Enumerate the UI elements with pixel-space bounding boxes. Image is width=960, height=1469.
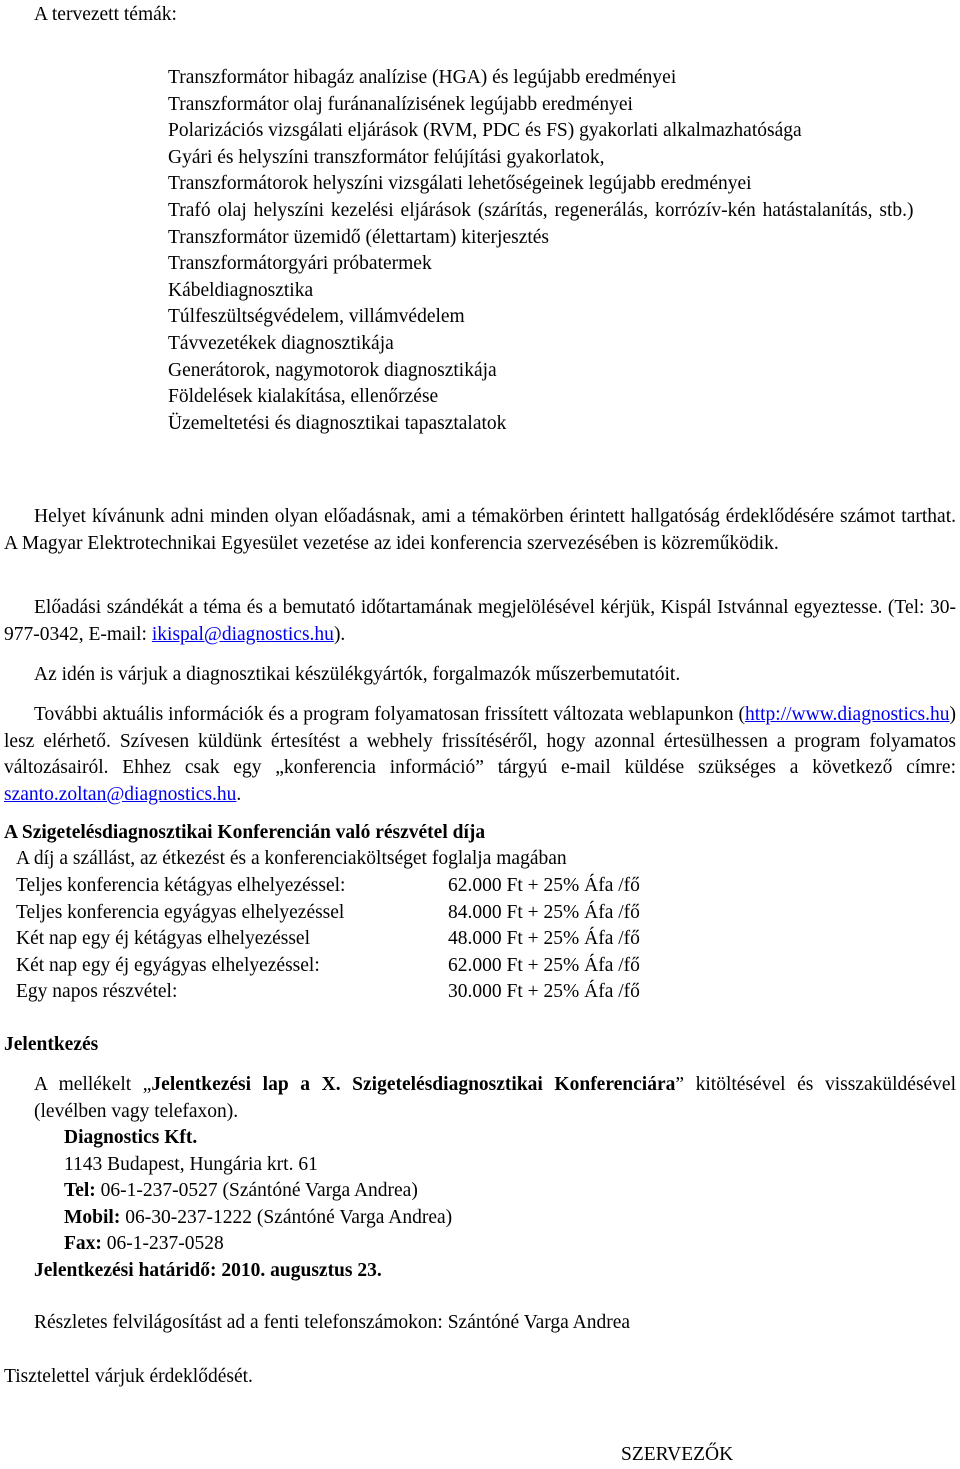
- tel-label: Tel:: [64, 1180, 96, 1202]
- registration-deadline: Jelentkezési határidő: 2010. augusztus 23.: [34, 1260, 382, 1281]
- registration-address-block: [64, 1125, 452, 1258]
- topic-item: Transzformátor olaj furánanalízisének legújabb eredményei: [168, 93, 633, 115]
- topic-item: Transzformátorok helyszíni vizsgálati lehetőségeinek legújabb eredményei: [168, 173, 752, 195]
- website-text-1: További aktuális információk és a program folyamatosan frissített változata weblapunkon (: [34, 704, 745, 725]
- fee-label: Egy napos részvétel:: [16, 981, 178, 1003]
- registration-form-name: Jelentkezési lap a X. Szigetelésdiagnosztikai Konferenciára: [151, 1074, 676, 1095]
- topic-item: Transzformátorgyári próbatermek: [168, 253, 432, 275]
- fee-row: [16, 926, 640, 953]
- fee-row: [16, 873, 640, 900]
- paragraph-website: [4, 702, 956, 808]
- mobil-line: [64, 1205, 452, 1232]
- email-link-szanto[interactable]: szanto.zoltan@diagnostics.hu: [4, 783, 237, 805]
- fee-label: Teljes konferencia kétágyas elhelyezéssel:: [16, 875, 346, 896]
- website-end: .: [236, 783, 242, 805]
- topic-item: Trafó olaj helyszíni kezelési eljárások (szárítás, regenerálás, korrózív-kén hatástalanítás, stb.): [168, 199, 914, 221]
- registration-title: Jelentkezés: [4, 1034, 99, 1055]
- topic-item: Generátorok, nagymotorok diagnosztikája: [168, 359, 497, 381]
- fee-price: 48.000 Ft + 25% Áfa /fő: [448, 928, 640, 950]
- fee-row: [16, 979, 640, 1006]
- fees-table: [16, 873, 640, 1006]
- registration-intro: [34, 1072, 956, 1125]
- info-line: Részletes felvilágosítást ad a fenti telefonszámokon: Szántóné Varga Andrea: [34, 1312, 631, 1333]
- fee-label: Teljes konferencia egyágyas elhelyezéssel: [16, 901, 345, 923]
- fax-value: 06-1-237-0528: [101, 1233, 224, 1255]
- mobil-value: 06-30-237-1222 (Szántóné Varga Andrea): [120, 1206, 453, 1228]
- fee-price: 62.000 Ft + 25% Áfa /fő: [448, 875, 640, 896]
- fee-price: 30.000 Ft + 25% Áfa /fő: [448, 981, 640, 1003]
- company-name: Diagnostics Kft.: [64, 1127, 198, 1148]
- mobil-label: Mobil:: [64, 1206, 121, 1228]
- fax-line: [64, 1231, 452, 1258]
- fee-row: [16, 953, 640, 980]
- contact-end: ).: [333, 623, 346, 645]
- topic-item: Gyári és helyszíni transzformátor felújítási gyakorlatok,: [168, 146, 605, 168]
- topic-item: Távvezetékek diagnosztikája: [168, 332, 394, 354]
- topic-item: Transzformátor üzemidő (élettartam) kiterjesztés: [168, 226, 550, 248]
- company-address: 1143 Budapest, Hungária krt. 61: [64, 1153, 318, 1175]
- registration-intro-end: ” kitöltésével és visszaküldésével (levélben vagy telefaxon).: [34, 1074, 957, 1122]
- topic-item: Transzformátor hibagáz analízise (HGA) és legújabb eredményei: [168, 67, 677, 88]
- tel-line: [64, 1178, 452, 1205]
- website-link[interactable]: http://www.diagnostics.hu: [744, 704, 950, 725]
- fee-price: 62.000 Ft + 25% Áfa /fő: [448, 954, 640, 976]
- tel-value: 06-1-237-0527 (Szántóné Varga Andrea): [95, 1180, 418, 1202]
- paragraph-intro: Helyet kívánunk adni minden olyan előadásnak, ami a témakörben érintett hallgatóság érdeklődésére számot tarthat. A Magyar Elektrotechnikai Egyesület vezetése az idei konferencia szervezésében is közreműködik.: [4, 506, 956, 554]
- paragraph-contact: [4, 595, 956, 648]
- signature: SZERVEZŐK: [621, 1444, 734, 1465]
- fee-label: Két nap egy éj egyágyas elhelyezéssel:: [16, 954, 320, 976]
- website-text-2: ) lesz elérhető. Szívesen küldünk értesítést a webhely frissítéséről, hogy azonnal értesülhessen a program folyamatos változásairól. Ehhez csak egy „konferencia információ” tárgyú e-mail küldése szükséges a következő címre:: [4, 704, 956, 779]
- fee-price: 84.000 Ft + 25% Áfa /fő: [448, 901, 640, 923]
- fax-label: Fax:: [64, 1233, 102, 1255]
- fee-row: [16, 900, 640, 927]
- closing-line: Tisztelettel várjuk érdeklődését.: [4, 1366, 253, 1387]
- fees-subtitle: A díj a szállást, az étkezést és a konferenciaköltséget foglalja magában: [16, 848, 567, 869]
- topic-item: Üzemeltetési és diagnosztikai tapasztalatok: [168, 412, 507, 434]
- topic-item: Kábeldiagnosztika: [168, 279, 314, 301]
- topic-item: Polarizációs vizsgálati eljárások (RVM, PDC és FS) gyakorlati alkalmazhatósága: [168, 120, 802, 142]
- fees-title: A Szigetelésdiagnosztikai Konferencián való részvétel díja: [4, 822, 486, 843]
- topic-item: Földelések kialakítása, ellenőrzése: [168, 386, 439, 408]
- paragraph-exhibitors: Az idén is várjuk a diagnosztikai készülékgyártók, forgalmazók műszerbemutatóit.: [34, 664, 681, 685]
- contact-text: Előadási szándékát a téma és a bemutató időtartamának megjelölésével kérjük, Kispál Istvánnal egyeztesse. (Tel: 30-977-0342, E-mail:: [4, 597, 956, 645]
- topic-item: Túlfeszültségvédelem, villámvédelem: [168, 306, 465, 328]
- page-heading: A tervezett témák:: [34, 4, 177, 25]
- email-link-kispal[interactable]: ikispal@diagnostics.hu: [151, 623, 334, 645]
- fee-label: Két nap egy éj kétágyas elhelyezéssel: [16, 928, 310, 950]
- topic-list: [168, 65, 956, 437]
- registration-intro-start: A mellékelt „: [34, 1074, 152, 1095]
